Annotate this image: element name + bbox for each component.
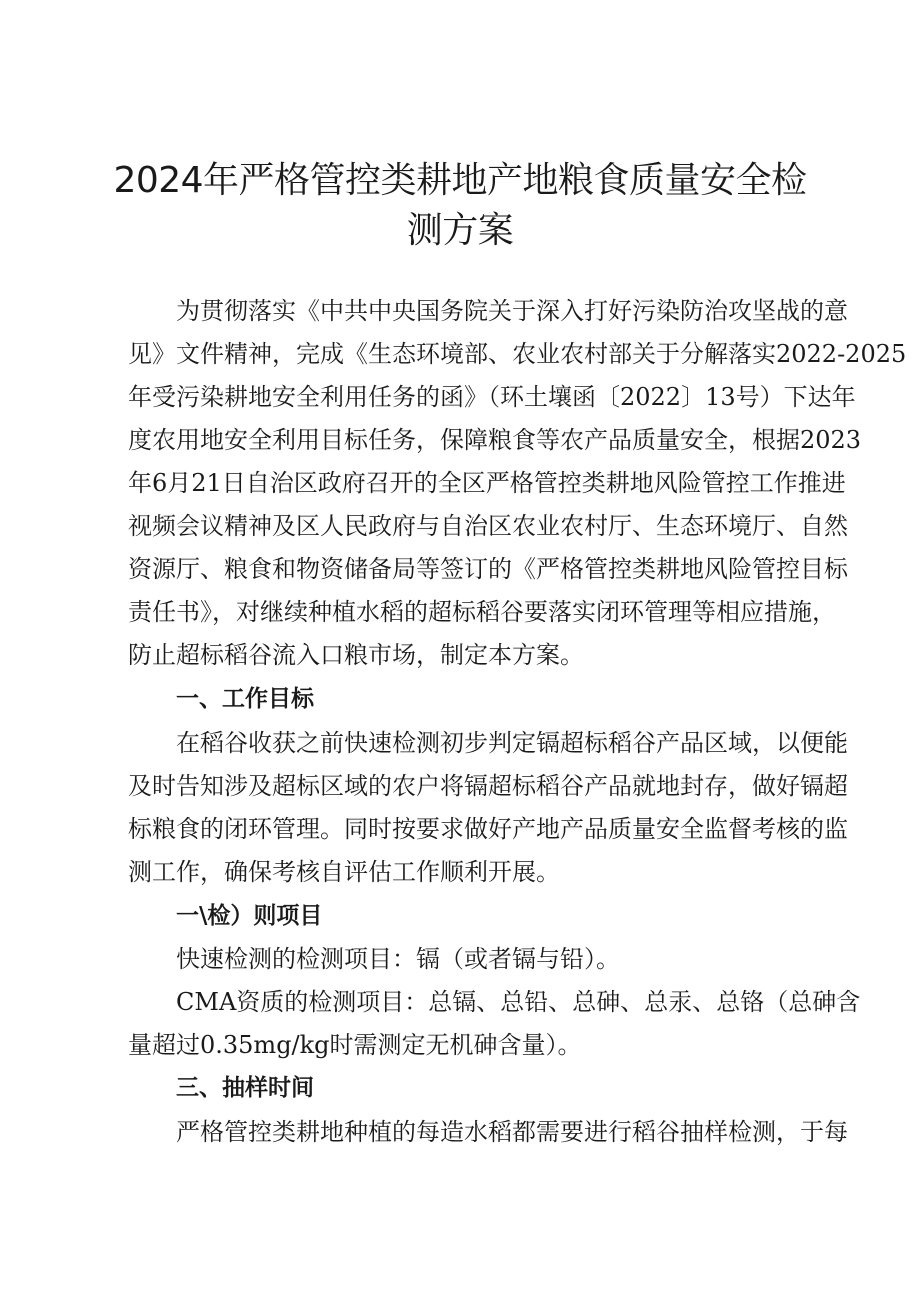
section1-paragraph-line: 及时告知涉及超标区域的农户将镉超标稻谷产品就地封存，做好镉超: [128, 772, 848, 800]
section2-paragraph-line: 快速检测的检测项目：镉（或者镉与铅）。: [176, 945, 620, 973]
section2-paragraph-line: CMA资质的检测项目：总镉、总铅、总砷、总汞、总铬（总砷含: [176, 988, 861, 1016]
section2-paragraph-line: 量超过0.35mg/kg时需测定无机砷含量）。: [128, 1031, 582, 1059]
section1-paragraph-line: 标粮食的闭环管理。同时按要求做好产地产品质量安全监督考核的监: [128, 815, 848, 843]
section3-paragraph-line: 严格管控类耕地种植的每造水稻都需要进行稻谷抽样检测，于每: [176, 1118, 848, 1146]
intro-paragraph-line: 见》文件精神，完成《生态环境部、农业农村部关于分解落实2022-2025: [128, 340, 907, 368]
section1-paragraph-line: 在稻谷收获之前快速检测初步判定镉超标稻谷产品区域，以便能: [176, 729, 848, 757]
intro-paragraph-line: 为贯彻落实《中共中央国务院关于深入打好污染防治攻坚战的意: [176, 297, 848, 325]
section1-paragraph-line: 测工作，确保考核自评估工作顺利开展。: [128, 858, 560, 886]
section-heading-work-goals: 一、工作目标: [176, 686, 314, 712]
document-title-line-2: 测方案: [406, 210, 514, 251]
intro-paragraph-line: 度农用地安全利用目标任务，保障粮食等农产品质量安全，根据2023: [128, 426, 862, 454]
intro-paragraph-line: 责任书》，对继续种植水稻的超标稻谷要落实闭环管理等相应措施，: [128, 598, 836, 626]
intro-paragraph-line: 防止超标稻谷流入口粮市场，制定本方案。: [128, 641, 584, 669]
intro-paragraph-line: 资源厅、粮食和物资储备局等签订的《严格管控类耕地风险管控目标: [128, 555, 848, 583]
section-heading-sampling-time: 三、抽样时间: [176, 1075, 314, 1101]
intro-paragraph-line: 年受污染耕地安全利用任务的函》（环土壤函〔2022〕13号）下达年: [128, 383, 856, 411]
document-title-line-1: 2024年严格管控类耕地产地粮食质量安全检: [113, 160, 807, 201]
section-heading-test-items: 一\检）则项目: [176, 903, 323, 929]
intro-paragraph-line: 年6月21日自治区政府召开的全区严格管控类耕地风险管控工作推进: [128, 469, 846, 497]
intro-paragraph-line: 视频会议精神及区人民政府与自治区农业农村厅、生态环境厅、自然: [128, 512, 848, 540]
